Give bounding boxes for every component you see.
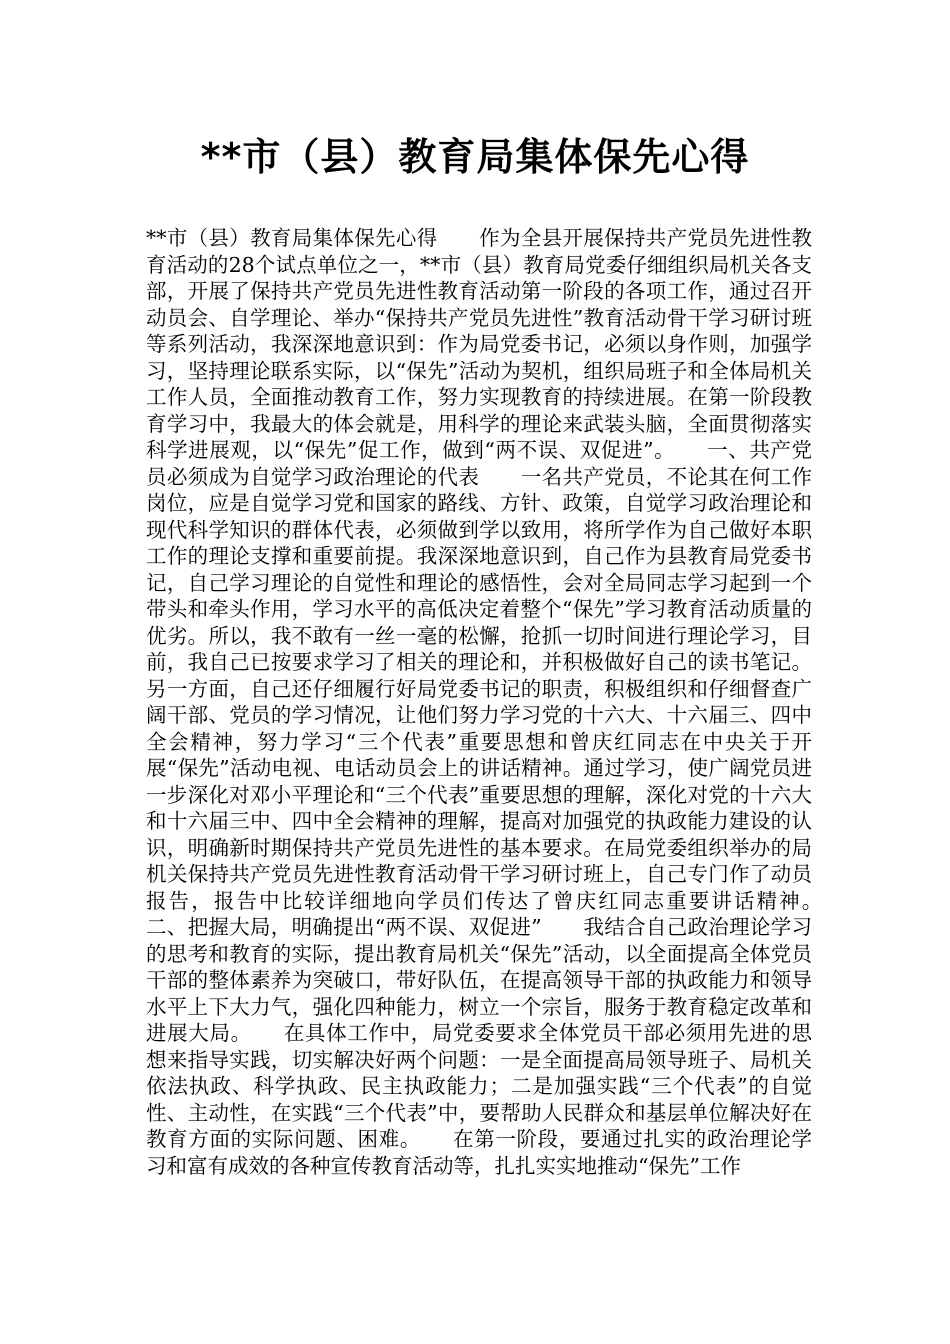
document-title: **市（县）教育局集体保先心得 (200, 135, 750, 179)
document-body-text: **市（县）教育局集体保先心得 作为全县开展保持共产党员先进性教育活动的28个试点单位之一，**市（县）教育局党委仔细组织局机关各支部，开展了保持共产党员先进性教育活动第一阶段的各项工作，通过召开动员会、自学理论、举办“保持共产党员先进性”教育活动骨干学习研讨班等系列活动，我深深地意识到：作为局党委书记，必须以身作则，加强学习，坚持理论联系实际，以“保先”活动为契机，组织局班子和全体局机关工作人员，全面推动教育工作，努力实现教育的持续进展。在第一阶段教育学习中，我最大的体会就是，用科学的理论来武装头脑，全面贯彻落实科学进展观，以“保先”促工作，做到“两不误、双促进”。 一、共产党员必须成为自觉学习政治理论的代表 一名共产党员，不论其在何工作岗位，应是自觉学习党和国家的路线、方针、政策，自觉学习政治理论和现代科学知识的群体代表，必须做到学以致用，将所学作为自己做好本职工作的理论支撑和重要前提。我深深地意识到，自己作为县教育局党委书记，自己学习理论的自觉性和理论的感悟性，会对全局同志学习起到一个带头和牵头作用，学习水平的高低决定着整个“保先”学习教育活动质量的优劣。所以，我不敢有一丝一毫的松懈，抢抓一切时间进行理论学习，目前，我自己已按要求学习了相关的理论和，并积极做好自己的读书笔记。另一方面，自己还仔细履行好局党委书记的职责，积极组织和仔细督查广阔干部、党员的学习情况，让他们努力学习党的十六大、十六届三、四中全会精神，努力学习“三个代表”重要思想和曾庆红同志在中央关于开展“保先”活动电视、电话动员会上的讲话精神。通过学习，使广阔党员进一步深化对邓小平理论和“三个代表”重要思想的理解，深化对党的十六大和十六届三中、四中全会精神的理解，提高对加强党的执政能力建设的认识，明确新时期保持共产党员先进性的基本要求。在局党委组织举办的局机关保持共产党员先进性教育活动骨干学习研讨班上，自己专门作了动员报告，报告中比较详细地向学员们传达了曾庆红同志重要讲话精神。 二、把握大局，明确提出“两不误、双促进” 我结合自己政治理论学习的思考和教育的实际，提出教育局机关“保先”活动，以全面提高全体党员干部的整体素养为突破口，带好队伍，在提高领导干部的执政能力和领导水平上下大力气，强化四种能力，树立一个宗旨，服务于教育稳定改革和进展大局。 在具体工作中，局党委要求全体党员干部必须用先进的思想来指导实践，切实解决好两个问题：一是全面提高局领导班子、局机关依法执政、科学执政、民主执政能力；二是加强实践“三个代表”的自觉性、主动性，在实践“三个代表”中，要帮助人民群众和基层单位解决好在教育方面的实际问题、困难。 在第一阶段，要通过扎实的政治理论学习和富有成效的各种宣传教育活动等，扎扎实实地推动“保先”工作 (146, 226, 853, 1178)
